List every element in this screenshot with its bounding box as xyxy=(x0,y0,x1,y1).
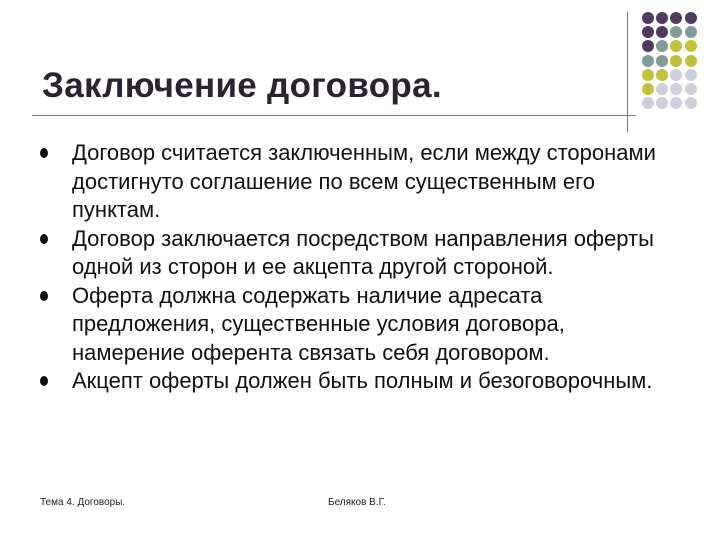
decorative-dot xyxy=(685,40,697,52)
decorative-dot xyxy=(685,12,697,24)
decorative-dot xyxy=(685,83,697,95)
footer-topic: Тема 4. Договоры. xyxy=(40,497,126,508)
decorative-dot xyxy=(642,40,654,52)
decorative-dot xyxy=(642,97,654,109)
bullet-marker-icon xyxy=(40,291,48,301)
bullet-item xyxy=(40,225,670,282)
decorative-dot xyxy=(656,55,668,67)
decorative-dot xyxy=(670,69,682,81)
decorative-dot xyxy=(670,26,682,38)
bullet-text: Оферта должна содержать наличие адресата предложения, существенные условия договора, намерение оферента связать себя договором. xyxy=(72,282,565,365)
decorative-dot xyxy=(670,40,682,52)
decorative-dot xyxy=(642,26,654,38)
bullet-text: Договор считается заключенным, если между сторонами достигнуто соглашение по всем существенным его пунктам. xyxy=(72,140,656,222)
decorative-dot xyxy=(642,83,654,95)
decorative-dot xyxy=(656,97,668,109)
decorative-dot xyxy=(656,12,668,24)
decorative-dot xyxy=(656,26,668,38)
decorative-dot xyxy=(685,26,697,38)
bullet-item xyxy=(40,139,670,225)
decorative-dot xyxy=(656,83,668,95)
decorative-dot xyxy=(670,83,682,95)
decorative-dot xyxy=(642,69,654,81)
decorative-dot xyxy=(642,12,654,24)
decorative-dot xyxy=(685,69,697,81)
bullet-item xyxy=(40,367,670,396)
bullet-marker-icon xyxy=(40,148,48,158)
bullet-text: Договор заключается посредством направления оферты одной из сторон и ее акцепта другой стороной. xyxy=(72,225,654,279)
decorative-dot xyxy=(685,97,697,109)
footer-author: Беляков В.Г. xyxy=(328,497,386,508)
decorative-dot xyxy=(685,55,697,67)
slide-title: Заключение договора. xyxy=(42,66,442,105)
decorative-dot xyxy=(656,40,668,52)
decorative-dot xyxy=(656,69,668,81)
bullet-list xyxy=(40,139,670,396)
bullet-text: Акцепт оферты должен быть полным и безоговорочным. xyxy=(72,368,653,393)
decorative-dot xyxy=(670,97,682,109)
decorative-dot xyxy=(670,12,682,24)
vertical-divider xyxy=(627,12,628,132)
bullet-marker-icon xyxy=(40,234,48,244)
decorative-dot xyxy=(642,55,654,67)
title-underline xyxy=(32,115,636,116)
decorative-dot xyxy=(670,55,682,67)
bullet-marker-icon xyxy=(40,376,48,386)
bullet-item xyxy=(40,282,670,368)
